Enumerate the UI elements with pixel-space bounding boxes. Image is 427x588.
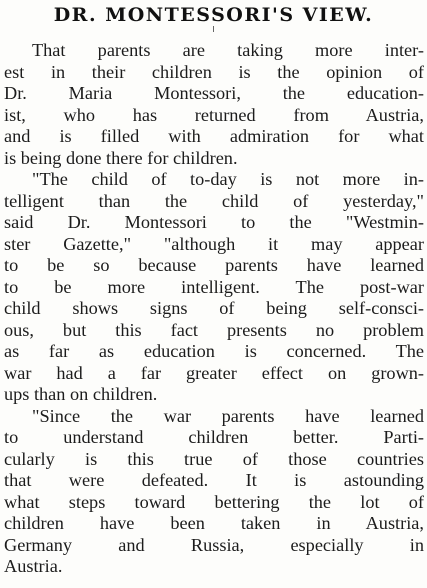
text-line: to understand children better. Parti- (4, 427, 424, 447)
text-line: "The child of to-day is not more in- (32, 169, 424, 189)
text-line: to be so because parents have learned (4, 255, 424, 275)
text-line: is being done there for children. (4, 147, 238, 168)
text-line: what steps toward bettering the lot of (4, 491, 424, 512)
paragraph-2 (4, 169, 424, 406)
text-line: war had a far greater effect on grown- (4, 362, 424, 383)
text-line: Dr. Maria Montessori, the education- (4, 83, 424, 103)
text-line: telligent than the child of yesterday," (4, 190, 424, 211)
text-line: That parents are taking more inter- (32, 40, 424, 60)
text-line: ous, but this fact presents no problem (4, 319, 424, 340)
text-line: Austria. (4, 556, 63, 576)
headline-rule-mark (213, 26, 214, 32)
text-line: as far as education is concerned. The (4, 341, 424, 361)
paragraph-3 (4, 406, 424, 578)
text-line: est in their children is the opinion of (4, 61, 424, 82)
text-line: ups than on children. (4, 384, 158, 404)
article-body (4, 40, 424, 578)
headline: DR. MONTESSORI'S VIEW. (53, 4, 374, 26)
paragraph-1 (4, 40, 424, 169)
text-line: and is filled with admiration for what (4, 126, 424, 146)
text-line: said Dr. Montessori to the "Westmin- (4, 212, 424, 232)
text-line: ist, who has returned from Austria, (4, 104, 424, 125)
text-line: child shows signs of being self-consci- (4, 298, 424, 318)
text-line: Germany and Russia, especially in (4, 534, 424, 555)
text-line: that were defeated. It is astounding (4, 470, 424, 490)
text-line: cularly is this true of those countries (4, 448, 424, 469)
text-line: to be more intelligent. The post-war (4, 276, 424, 297)
text-line: ster Gazette," "although it may appear (4, 233, 424, 254)
text-line: children have been taken in Austria, (4, 513, 424, 533)
text-line: "Since the war parents have learned (32, 405, 424, 426)
